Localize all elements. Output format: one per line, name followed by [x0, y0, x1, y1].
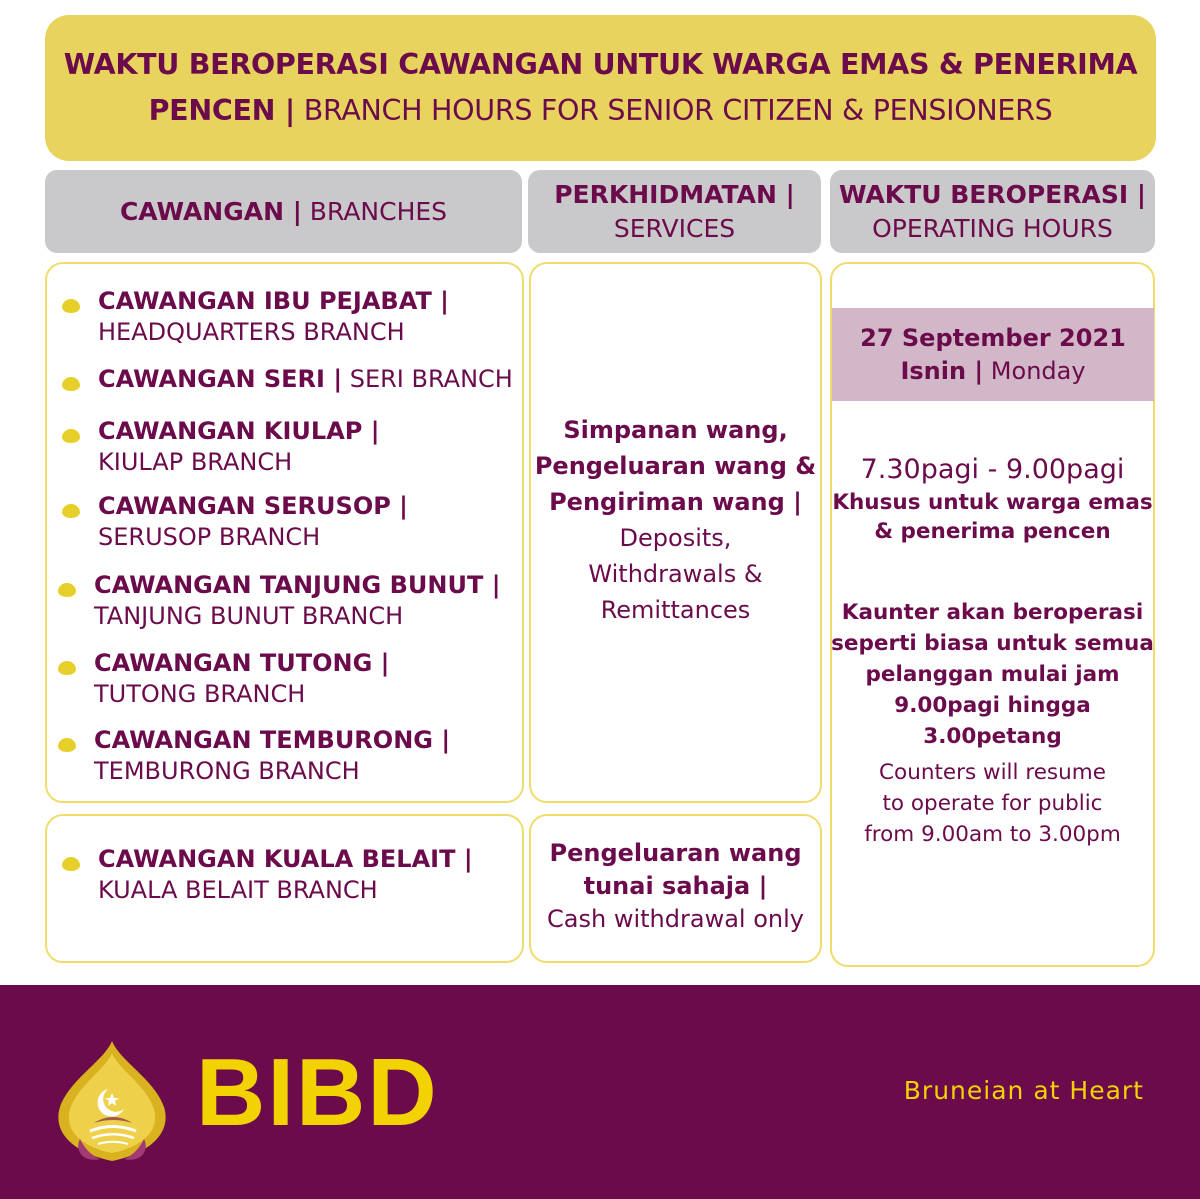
resume-ms-1: Kaunter akan beroperasi [841, 600, 1144, 625]
bullet-icon [62, 857, 80, 871]
special-time: 7.30pagi - 9.00pagi [860, 454, 1125, 485]
bullet-icon [58, 661, 76, 675]
branch-name-en: TEMBURONG BRANCH [94, 757, 360, 785]
branch-item-tanjung-bunut [58, 570, 500, 632]
header-branches-text [120, 195, 447, 229]
resume-en [830, 757, 1155, 850]
bullet-icon [58, 583, 76, 597]
day-en: Monday [983, 356, 1086, 385]
bullet-icon [62, 377, 80, 391]
branch-text [94, 725, 450, 787]
header-services-bold: PERKHIDMATAN | [554, 179, 795, 209]
special-note-1: Khusus untuk warga emas [832, 490, 1153, 515]
services-kb-ms-1: Pengeluaran wang [549, 839, 802, 867]
resume-ms-2: seperti biasa untuk semua [831, 631, 1154, 656]
header-hours [830, 170, 1155, 253]
bibd-logo-icon [50, 1035, 175, 1165]
branch-name-ms: CAWANGAN SERUSOP | [98, 492, 408, 520]
branch-item-serusop [62, 491, 408, 553]
branch-name-en: TANJUNG BUNUT BRANCH [94, 602, 404, 630]
day-text [900, 355, 1085, 388]
resume-en-1: Counters will resume [879, 760, 1106, 785]
header-branches-light: BRANCHES [301, 196, 448, 226]
resume-ms-4: 9.00pagi hingga 3.00petang [894, 693, 1091, 749]
special-note-2: & penerima pencen [874, 519, 1111, 544]
branch-name-ms: CAWANGAN TEMBURONG | [94, 726, 451, 754]
services-main-ms-3: Pengiriman wang | [549, 488, 802, 516]
resume-en-3: from 9.00am to 3.00pm [864, 822, 1121, 847]
services-kb-en: Cash withdrawal only [547, 905, 804, 933]
services-main [529, 412, 822, 628]
resume-ms-3: pelanggan mulai jam [865, 662, 1120, 687]
branch-name-en: SERI BRANCH [342, 365, 513, 393]
branch-item-tutong [58, 648, 389, 710]
header-hours-bold: WAKTU BEROPERASI | [838, 179, 1146, 209]
services-kb-ms-2: tunai sahaja | [583, 872, 768, 900]
title-banner [45, 15, 1156, 161]
bullet-icon [62, 299, 80, 313]
services-main-en-1: Deposits, [619, 524, 732, 552]
branch-name-ms: CAWANGAN KUALA BELAIT | [98, 845, 473, 873]
branch-name-en: KIULAP BRANCH [98, 448, 293, 476]
resume-en-2: to operate for public [882, 791, 1103, 816]
header-hours-light: OPERATING HOURS [872, 213, 1113, 243]
date-text: 27 September 2021 [860, 323, 1126, 352]
tagline: Bruneian at Heart [903, 1076, 1144, 1105]
branch-item-kiulap [62, 416, 379, 478]
title-line-1: WAKTU BEROPERASI CAWANGAN UNTUK WARGA EMAS & PENERIMA [63, 48, 1138, 81]
branch-item-ibu-pejabat [62, 286, 449, 348]
bullet-icon [58, 738, 76, 752]
branch-name-ms: CAWANGAN TUTONG | [94, 649, 390, 677]
branch-name-en: HEADQUARTERS BRANCH [98, 318, 405, 346]
header-branches [45, 170, 522, 253]
branch-text [94, 570, 500, 632]
branch-name-ms: CAWANGAN KIULAP | [98, 417, 380, 445]
title-line-2 [149, 88, 1053, 134]
services-main-ms-2: Pengeluaran wang & [534, 452, 817, 480]
header-branches-bold: CAWANGAN | [119, 196, 302, 226]
special-hours [830, 452, 1155, 546]
branch-text [98, 844, 473, 906]
header-services [528, 170, 821, 253]
services-main-en-2: Withdrawals & [588, 560, 763, 588]
bibd-wordmark: BIBD [196, 1039, 439, 1146]
branch-text [98, 416, 379, 478]
branch-name-en: TUTONG BRANCH [94, 680, 306, 708]
branch-name-en: KUALA BELAIT BRANCH [98, 876, 378, 904]
branch-item-temburong [58, 725, 450, 787]
branch-item-kuala-belait [62, 844, 473, 906]
branch-name-en: SERUSOP BRANCH [98, 523, 321, 551]
services-main-ms-1: Simpanan wang, [563, 416, 788, 444]
branch-name-ms: CAWANGAN TANJUNG BUNUT | [94, 571, 501, 599]
date-band [832, 308, 1154, 401]
resume-ms [830, 597, 1155, 752]
branch-text [98, 364, 513, 395]
bullet-icon [62, 429, 80, 443]
branch-text [94, 648, 389, 710]
services-kb [529, 837, 822, 936]
title-line-2-light: BRANCH HOURS FOR SENIOR CITIZEN & PENSIONERS [294, 94, 1053, 127]
services-main-en-3: Remittances [600, 596, 751, 624]
branch-item-seri [62, 364, 513, 395]
branch-name-ms: CAWANGAN SERI | [98, 365, 343, 393]
bullet-icon [62, 504, 80, 518]
branch-text [98, 491, 408, 553]
branch-text [98, 286, 449, 348]
title-line-2-bold: PENCEN | [148, 94, 295, 127]
day-ms: Isnin | [900, 356, 984, 385]
branch-name-ms: CAWANGAN IBU PEJABAT | [98, 287, 449, 315]
header-services-light: SERVICES [613, 213, 736, 243]
